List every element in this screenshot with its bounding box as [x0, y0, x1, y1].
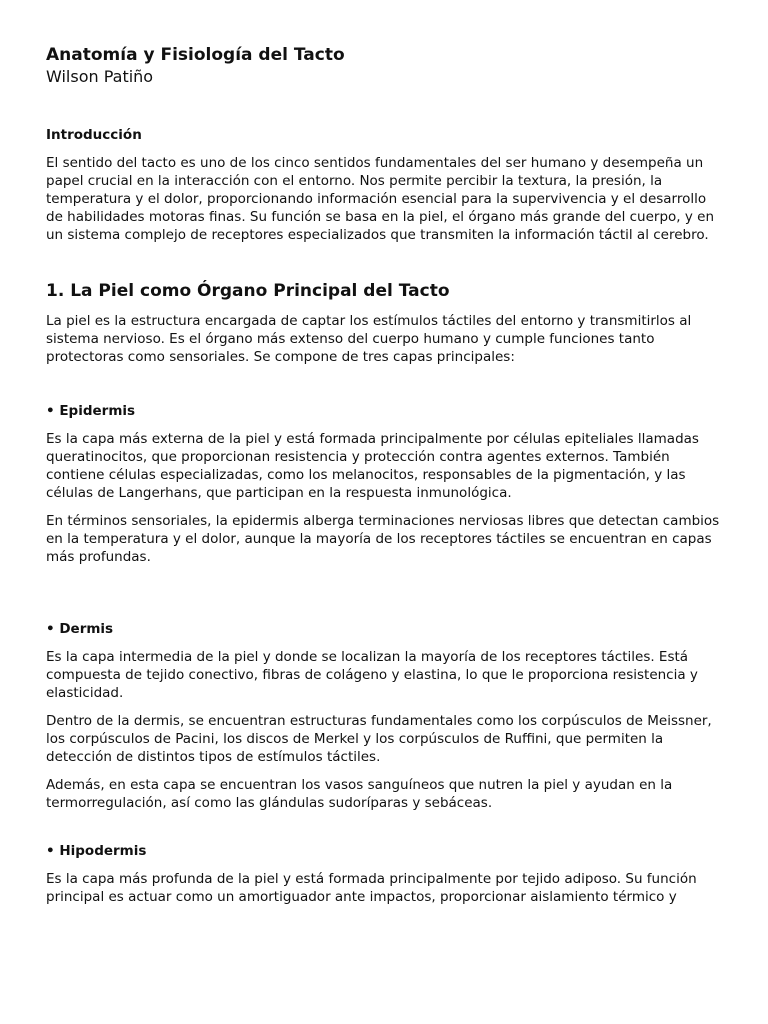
- paragraph-dermis-2: Dentro de la dermis, se encuentran estructuras fundamentales como los corpúsculos de Meissner, los corpúsculos de Pacini, los discos de Merkel y los corpúsculos de Ruffini, que permiten la detección de distintos tipos de estímulos táctiles.: [46, 713, 712, 765]
- subheading-epidermis: • Epidermis: [46, 403, 136, 419]
- paragraph-dermis-3: Además, en esta capa se encuentran los vasos sanguíneos que nutren la piel y ayudan en la termorregulación, así como las glándulas sudoríparas y sebáceas.: [46, 777, 673, 811]
- section-heading-piel: 1. La Piel como Órgano Principal del Tacto: [46, 281, 450, 301]
- section-paragraph-piel: La piel es la estructura encargada de captar los estímulos táctiles del entorno y transmitirlos al sistema nervioso. Es el órgano más extenso del cuerpo humano y cumple funciones tanto protectoras como sensoriales. Se compone de tres capas principales:: [46, 313, 692, 365]
- paragraph-epidermis-1: Es la capa más externa de la piel y está formada principalmente por células epiteliales llamadas queratinocitos, que proporcionan resistencia y protección contra agentes externos. También contiene células especializadas, como los melanocitos, responsables de la pigmentación, y las células de Langerhans, que participan en la respuesta inmunológica.: [46, 431, 699, 501]
- paragraph-dermis-1: Es la capa intermedia de la piel y donde se localizan la mayoría de los receptores táctiles. Está compuesta de tejido conectivo, fibras de colágeno y elastina, lo que le proporciona resistencia y elasticidad.: [46, 649, 698, 701]
- intro-heading: Introducción: [46, 127, 142, 143]
- document-title: Anatomía y Fisiología del Tacto: [46, 45, 345, 65]
- paragraph-epidermis-2: En términos sensoriales, la epidermis alberga terminaciones nerviosas libres que detectan cambios en la temperatura y el dolor, aunque la mayoría de los receptores táctiles se encuentran en capas más profundas.: [46, 513, 720, 565]
- subheading-hipodermis: • Hipodermis: [46, 843, 147, 859]
- paragraph-hipodermis-1: Es la capa más profunda de la piel y está formada principalmente por tejido adiposo. Su función principal es actuar como un amortiguador ante impactos, proporcionar aislamiento térmico y: [46, 871, 697, 905]
- document-author: Wilson Patiño: [46, 67, 154, 86]
- subheading-dermis: • Dermis: [46, 621, 114, 637]
- intro-paragraph: El sentido del tacto es uno de los cinco sentidos fundamentales del ser humano y desempeña un papel crucial en la interacción con el entorno. Nos permite percibir la textura, la presión, la temperatura y el dolor, proporcionando información esencial para la supervivencia y el desarrollo de habilidades motoras finas. Su función se basa en la piel, el órgano más grande del cuerpo, y en un sistema complejo de receptores especializados que transmiten la información táctil al cerebro.: [46, 155, 715, 243]
